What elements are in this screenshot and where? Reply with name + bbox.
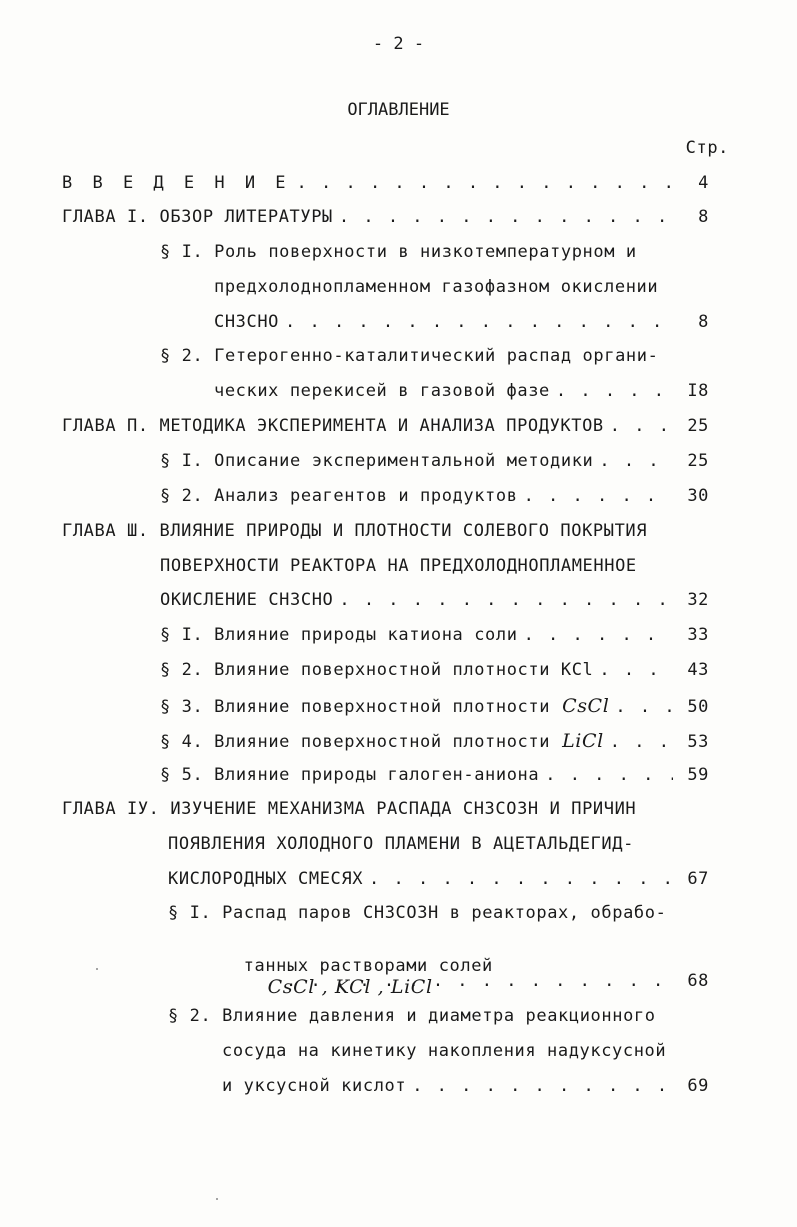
- scan-speck: [96, 968, 98, 970]
- toc-entry-text: § 2. Влияние поверхностной плотности KCl: [160, 660, 594, 680]
- dot-leader: [339, 207, 673, 227]
- toc-page-number: 25: [687, 416, 709, 436]
- toc-entry-section-2-1: [160, 451, 709, 471]
- toc-entry-text: и уксусной кислот: [222, 1076, 407, 1096]
- toc-entry-text: § 4. Влияние поверхностной плотности: [160, 732, 551, 752]
- dot-leader: [545, 765, 673, 785]
- toc-entry-text: ГЛАВА I. ОБЗОР ЛИТЕРАТУРЫ: [62, 207, 333, 227]
- dot-leader: [286, 971, 673, 991]
- toc-entry-continuation-page: [214, 312, 709, 332]
- toc-page-number: I8: [687, 381, 709, 401]
- toc-entry-text: § 2. Анализ реагентов и продуктов: [160, 486, 518, 506]
- toc-entry-section-1-2: § 2. Гетерогенно-каталитический распад органи-: [160, 346, 659, 366]
- toc-entry-continuation-page: [160, 590, 709, 610]
- toc-entry-continuation: ПОВЕРХНОСТИ РЕАКТОРА НА ПРЕДХОЛОДНОПЛАМЕННОЕ: [160, 556, 637, 576]
- dot-leader: [615, 697, 673, 717]
- toc-page-number: 32: [687, 590, 709, 610]
- toc-entry-section-3-5: [160, 765, 709, 785]
- toc-entry-continuation: предхолоднопламенном газофазном окислении: [214, 277, 659, 297]
- toc-entry-continuation-page: [168, 869, 709, 889]
- dot-leader: [610, 416, 673, 436]
- toc-entry-continuation-page: [222, 1076, 709, 1096]
- toc-entry-section-3-3: [160, 695, 709, 717]
- page-title: ОГЛАВЛЕНИЕ: [347, 100, 450, 120]
- toc-entry-section-3-4: [160, 730, 709, 752]
- toc-page-number: 4: [698, 173, 709, 193]
- toc-entry-text: КИСЛОРОДНЫХ СМЕСЯХ: [168, 869, 364, 889]
- toc-entry-chapter-4: ГЛАВА IУ. ИЗУЧЕНИЕ МЕХАНИЗМА РАСПАДА CH3CO3H И ПРИЧИН: [62, 799, 637, 819]
- dot-leader: [297, 173, 673, 193]
- toc-page-number: 43: [687, 660, 709, 680]
- toc-entry-page-only: [286, 971, 709, 991]
- dot-leader: [412, 1076, 673, 1096]
- dot-leader: [599, 660, 673, 680]
- toc-page-number: 53: [687, 732, 709, 752]
- toc-entry-text: танных растворами солей: [243, 956, 493, 976]
- toc-entry-text: ОКИСЛЕНИЕ CH3CHO: [160, 590, 334, 610]
- scan-speck: [216, 1198, 218, 1200]
- handwritten-formula: CsCl: [562, 695, 610, 717]
- toc-entry-text: ГЛАВА П. МЕТОДИКА ЭКСПЕРИМЕНТА И АНАЛИЗА ПРОДУКТОВ: [62, 416, 604, 436]
- toc-entry-chapter-3: ГЛАВА Ш. ВЛИЯНИЕ ПРИРОДЫ И ПЛОТНОСТИ СОЛЕВОГО ПОКРЫТИЯ: [62, 521, 648, 541]
- toc-page-number: 8: [698, 207, 709, 227]
- toc-entry-section-1-1: § I. Роль поверхности в низкотемпературном и: [160, 242, 637, 262]
- toc-entry-text: В В Е Д Е Н И Е: [62, 173, 291, 193]
- toc-entry-chapter-2: [62, 416, 709, 436]
- toc-page-number: 59: [687, 765, 709, 785]
- toc-entry-section-4-2: § 2. Влияние давления и диаметра реакционного: [168, 1006, 656, 1026]
- dot-leader: [285, 312, 673, 332]
- toc-entry-section-4-1: § I. Распад паров CH3CO3H в реакторах, обрабо-: [168, 903, 667, 923]
- toc-entry-text: § I. Описание экспериментальной методики: [160, 451, 594, 471]
- dot-leader: [556, 381, 673, 401]
- dot-leader: [524, 625, 673, 645]
- toc-entry-text: § 3. Влияние поверхностной плотности: [160, 697, 551, 717]
- dot-leader: [610, 732, 673, 752]
- toc-page-number: 33: [687, 625, 709, 645]
- toc-entry-section-3-2: [160, 660, 709, 680]
- toc-entry-text: ческих перекисей в газовой фазе: [214, 381, 550, 401]
- toc-entry-section-2-2: [160, 486, 709, 506]
- dot-leader: [369, 869, 673, 889]
- toc-page-number: 25: [687, 451, 709, 471]
- toc-entry-introduction: [62, 173, 709, 193]
- dot-leader: [339, 590, 673, 610]
- page-number: - 2 -: [372, 34, 425, 54]
- handwritten-formula: CsCl , KCl , LiCl: [267, 976, 433, 998]
- toc-entry-chapter-1: [62, 207, 709, 227]
- toc-page-number: 50: [687, 697, 709, 717]
- toc-entry-text: § I. Влияние природы катиона соли: [160, 625, 518, 645]
- toc-page-number: 8: [698, 312, 709, 332]
- handwritten-formula: LiCl: [562, 730, 604, 752]
- page-column-label: Стр.: [685, 138, 729, 158]
- toc-page-number: 68: [687, 971, 709, 991]
- toc-page-number: 67: [687, 869, 709, 889]
- toc-entry-text: § 5. Влияние природы галоген-аниона: [160, 765, 540, 785]
- toc-entry-text: CH3CHO: [214, 312, 280, 332]
- dot-leader: [524, 486, 673, 506]
- toc-page-number: 30: [687, 486, 709, 506]
- toc-page-number: 69: [687, 1076, 709, 1096]
- toc-entry-section-3-1: [160, 625, 709, 645]
- toc-entry-continuation: сосуда на кинетику накопления надуксусной: [222, 1041, 667, 1061]
- toc-entry-continuation: ПОЯВЛЕНИЯ ХОЛОДНОГО ПЛАМЕНИ В АЦЕТАЛЬДЕГИД-: [168, 834, 634, 854]
- toc-entry-continuation-page: [214, 381, 709, 401]
- dot-leader: [599, 451, 673, 471]
